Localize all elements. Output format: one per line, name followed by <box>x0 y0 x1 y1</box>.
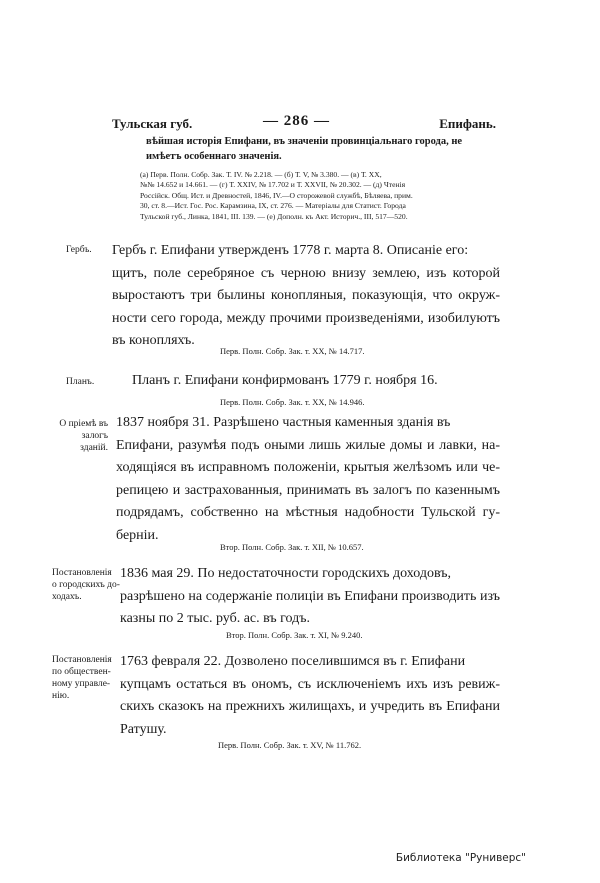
entry-line: выростаютъ три былины конопляныя, показующія, что окруж- <box>112 288 500 304</box>
entry-lead: 1763 февраля 22. <box>120 654 222 669</box>
footnote-line: 30, ст. 8.—Ист. Гос. Рос. Карамзина, IX, ст. 276. — Матеріалы для Статист. Города <box>140 201 406 211</box>
entry-line: репицею и застрахованныя, принимать въ залогъ по казеннымъ <box>116 482 500 498</box>
entry-line: разрѣшено на содержаніе полиціи въ Епифани производить изъ <box>120 588 500 604</box>
margin-note-administration <box>52 654 112 702</box>
margin-note-line: Постановленія <box>52 568 112 578</box>
entry-line: Описаніе его: <box>383 243 469 258</box>
intro-paragraph <box>146 134 501 164</box>
entry-line: Епифани, разумѣя подъ оными лишь жилые домы и лавки, на- <box>116 437 500 453</box>
entry-line: щитъ, поле серебряное съ черною внизу землею, изъ которой <box>112 265 500 281</box>
entry-line: подрядамъ, собственно на мѣстныя надобности Тульской гу- <box>116 505 500 521</box>
entry-first-line <box>112 240 500 263</box>
margin-note-line: ному управле- <box>52 679 111 689</box>
entry-lead: 1837 ноября 31. <box>116 415 210 430</box>
entry-line: берніи. <box>116 527 159 543</box>
footnote-line: (а) Перв. Полн. Собр. Зак. Т. IV. № 2.218. — (б) Т. V, № 3.380. — (в) Т. XX, <box>140 170 382 179</box>
entry-line: казны по 2 тыс. руб. ас. въ годъ. <box>120 611 310 627</box>
entry-lead: 1836 мая 29. <box>120 566 194 581</box>
entry-source: Перв. Полн. Собр. Зак. т. XX, № 14.717. <box>220 346 365 356</box>
margin-note-line: Планъ. <box>66 377 95 387</box>
entry-city-revenues <box>120 563 500 631</box>
margin-note-line: ходахъ. <box>52 592 82 602</box>
footnotes <box>140 170 502 222</box>
margin-note-line: по обществен- <box>52 667 111 677</box>
margin-note-line: Гербъ. <box>66 245 92 255</box>
entry-line: Ратушу. <box>120 721 167 737</box>
entry-line: ности сего города, между прочими произведеніями, изобилуютъ <box>112 310 500 326</box>
entry-source: Втор. Полн. Собр. Зак. т. XII, № 10.657. <box>220 542 364 552</box>
entry-first-line <box>120 563 500 586</box>
margin-note-pledge <box>56 418 108 454</box>
margin-note-plan <box>66 376 94 388</box>
margin-note-line: залогъ зданій. <box>80 431 108 453</box>
entry-source: Перв. Полн. Собр. Зак. т. XX, № 14.946. <box>220 397 365 407</box>
footnote-line: Россійск. Общ. Ист. и Древностей, 1846, IV.—О сторожевой службѣ, Бѣляева, прим. <box>140 190 413 200</box>
footnote-line: Тульской губ., Линка, 1841, III. 139. — (е) Дополн. къ Акт. Историч., III, 517—520. <box>140 211 408 221</box>
entry-line: ходящіяся въ исправномъ положеніи, крытыя желѣзомъ или че- <box>116 460 500 476</box>
entry-public-administration <box>120 651 500 741</box>
footnote-line: №№ 14.652 и 14.661. — (г) Т. XXIV, № 17.702 и Т. XXVII, № 20.302. — (д) Чтенія <box>140 180 406 190</box>
library-watermark: Библиотека "Руниверс" <box>395 852 526 864</box>
running-header-town: Епифань. <box>439 116 496 131</box>
entry-line: По недостаточности городскихъ доходовъ, <box>193 566 451 581</box>
running-header-region: Тульская губ. <box>112 116 193 131</box>
entry-coat-of-arms <box>112 240 500 353</box>
margin-note-line: О пріемѣ въ <box>59 419 108 429</box>
entry-plan <box>132 370 520 393</box>
intro-line: имѣетъ особеннаго значенія. <box>146 151 282 162</box>
entry-line: скихъ сказокъ на прежнихъ жилищахъ, и учредить въ Епифани <box>120 699 500 715</box>
margin-note-line: о городскихъ до- <box>52 580 120 590</box>
entry-first-line <box>116 412 500 435</box>
entry-source: Перв. Полн. Собр. Зак. т. XV, № 11.762. <box>218 740 362 750</box>
margin-note-revenues <box>52 567 120 603</box>
entry-line: въ конопляхъ. <box>112 333 195 349</box>
margin-note-line: Постановленія <box>52 655 112 665</box>
intro-line: вѣйшая исторія Епифани, въ значеніи провинціальнаго города, не <box>146 136 463 147</box>
entry-lead: Планъ г. Епифани конфирмованъ 1779 г. ноября 16. <box>132 373 438 388</box>
page-number: — 286 — <box>263 113 330 129</box>
entry-line: Дозволено поселившимся въ г. Епифани <box>221 654 466 669</box>
margin-note-coat-of-arms <box>66 244 92 256</box>
entry-first-line <box>120 651 500 674</box>
margin-note-line: нію. <box>52 691 70 701</box>
entry-lead: Гербъ г. Епифани утвержденъ 1778 г. марта 8. <box>112 243 384 258</box>
entry-line: Разрѣшено частныя каменныя зданія въ <box>209 415 451 430</box>
entry-line: купцамъ остаться въ ономъ, съ исключеніемъ ихъ изъ ревиж- <box>120 676 500 692</box>
entry-source: Втор. Полн. Собр. Зак. т. XI, № 9.240. <box>226 630 363 640</box>
entry-pledge-of-buildings <box>116 412 500 548</box>
entry-first-line <box>132 370 520 393</box>
